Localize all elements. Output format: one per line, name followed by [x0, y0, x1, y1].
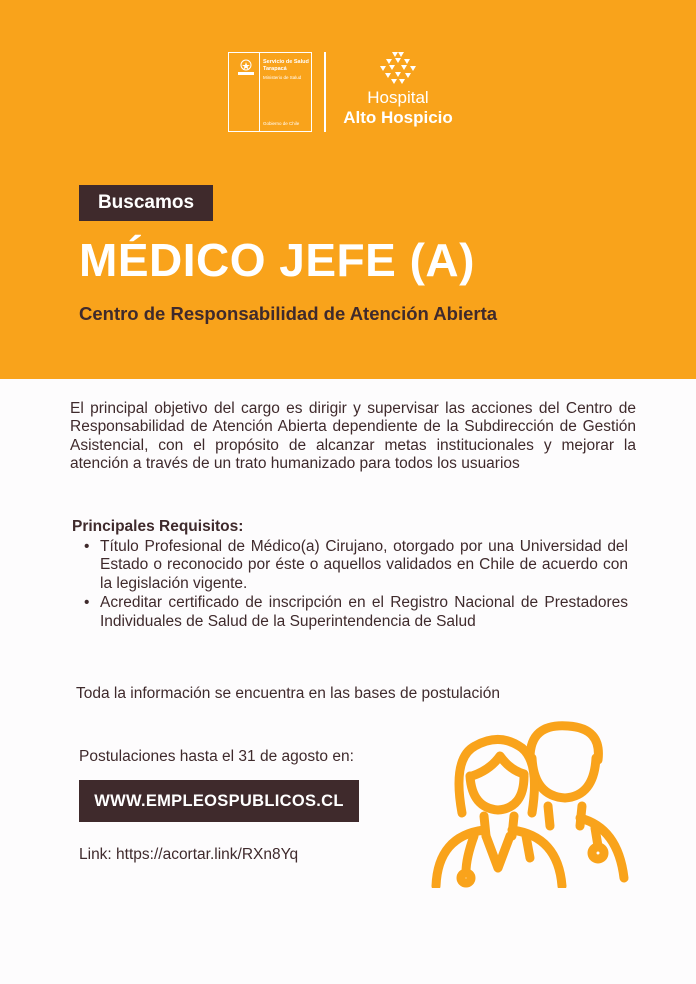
gov-ministry-name: Ministerio de Salud: [263, 75, 302, 80]
requirements-list: [84, 538, 628, 632]
chile-government-logo: [235, 57, 257, 77]
buscamos-badge: Buscamos: [79, 185, 213, 221]
intro-paragraph: El principal objetivo del cargo es dirigir y supervisar las acciones del Centro de Responsabilidad de Atención Abierta dependiente de la Subdirección de Gestión Asistencial, con el propósito de alcanzar metas institucionales y mejorar la atención a través de un trato humanizado para todos los usuarios: [70, 400, 636, 473]
deadline-text: Postulaciones hasta el 31 de agosto en:: [79, 748, 354, 765]
job-subtitle: Centro de Responsabilidad de Atención Abierta: [79, 303, 498, 324]
gov-chile-name: Gobierno de Chile: [263, 121, 300, 126]
requirement-item: • Acreditar certificado de inscripción en el Registro Nacional de Prestadores Individuales de Salud de la Superintendencia de Salud: [84, 594, 628, 631]
hospital-triangles-icon: [380, 52, 416, 84]
hospital-name-line1: Hospital: [367, 88, 429, 107]
requirements-title: Principales Requisitos:: [72, 518, 244, 535]
header-banner: [0, 0, 696, 379]
requirement-item: • Título Profesional de Médico(a) Cirujano, otorgado por una Universidad del Estado o reconocido por éste o aquellos validados en Chile de acuerdo con la legislación vigente.: [84, 538, 628, 593]
logo-divider: [324, 52, 326, 132]
short-link[interactable]: Link: https://acortar.link/RXn8Yq: [79, 846, 299, 863]
doctors-illustration-icon: [430, 718, 630, 888]
logo-separator: [259, 53, 260, 131]
info-text: Toda la información se encuentra en las bases de postulación: [76, 685, 500, 702]
job-title: MÉDICO JEFE (A): [79, 234, 475, 286]
government-logo: [228, 52, 312, 132]
hospital-name-line2: Alto Hospicio: [343, 108, 453, 127]
hospital-name: [338, 88, 458, 128]
website-url[interactable]: WWW.EMPLEOSPUBLICOS.CL: [79, 780, 359, 822]
gov-service-name: Servicio de Salud Tarapacá: [263, 59, 309, 72]
